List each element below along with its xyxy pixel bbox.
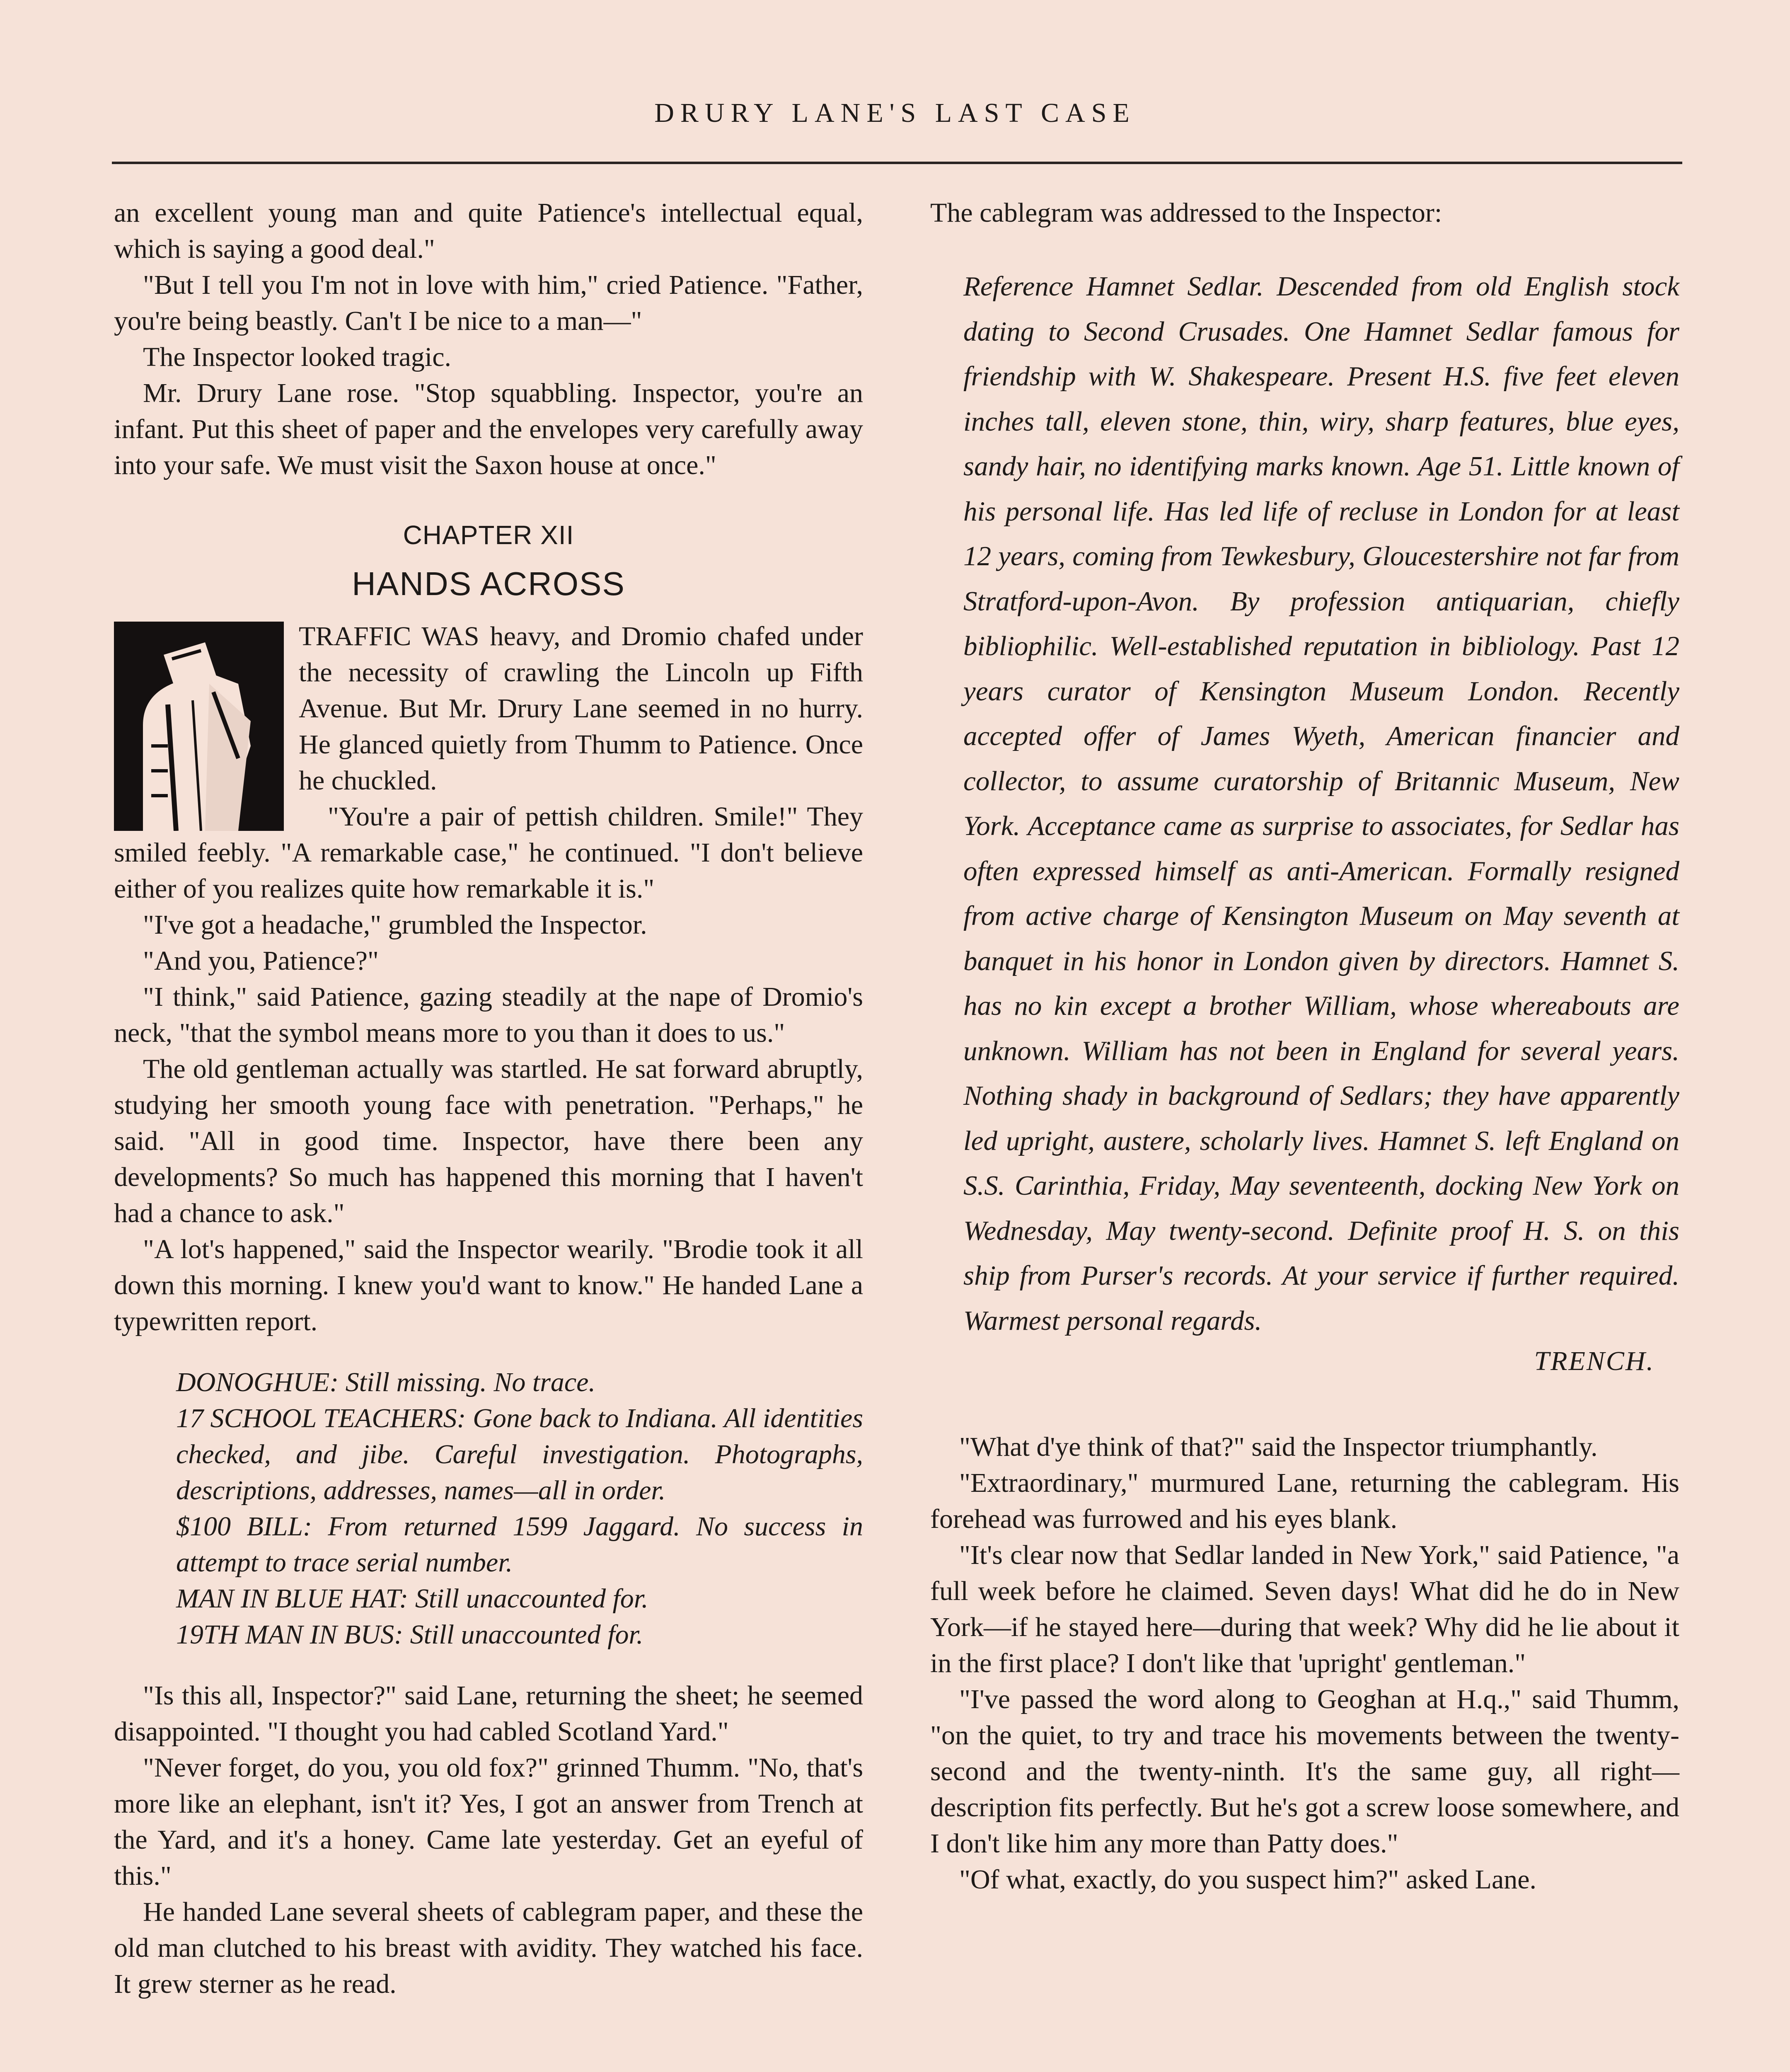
paragraph: The Inspector looked tragic. <box>143 342 452 372</box>
cablegram-intro: The cablegram was addressed to the Inspector: <box>930 198 1442 228</box>
paragraph: "Never forget, do you, you old fox?" grinned Thumm. "No, that's more like an elephant, isn't it? Yes, I got an answer from Trench at the Yard, and it's a honey. Came late yesterday. Get an eyeful of this." <box>114 1752 863 1891</box>
paragraph: "A lot's happened," said the Inspector wearily. "Brodie took it all down this morning. I knew you'd want to know." He handed Lane a typewritten report. <box>114 1234 863 1336</box>
report-line: 19TH MAN IN BUS: Still unaccounted for. <box>176 1619 643 1650</box>
header-rule <box>112 162 1682 164</box>
left-column <box>114 195 863 2002</box>
paragraph: "And you, Patience?" <box>143 946 379 976</box>
typewritten-report <box>114 1364 863 1653</box>
paragraph: "Is this all, Inspector?" said Lane, returning the sheet; he seemed disappointed. "I thought you had cabled Scotland Yard." <box>114 1680 863 1747</box>
paragraph: "I've passed the word along to Geoghan at H.q.," said Thumm, "on the quiet, to try and trace his movements between the twenty-second and the twenty-ninth. It's the same guy, all right—description fits perfectly. But he's got a screw loose somewhere, and I don't like him any more than Patty does." <box>930 1684 1679 1859</box>
paragraph: "I've got a headache," grumbled the Inspector. <box>143 910 647 940</box>
paragraph: "What d'ye think of that?" said the Inspector triumphantly. <box>959 1432 1598 1462</box>
cablegram-text: Reference Hamnet Sedlar. Descended from old English stock dating to Second Crusades. One Hamnet Sedlar famous for friendship with W. Shakespeare. Present H.S. five feet eleven inches tall, eleven stone, thin, wiry, sharp features, blue eyes, sandy hair, no identifying marks known. Age 51. Little known of his personal life. Has led life of recluse in London for at least 12 years, coming from Tewkesbury, Gloucestershire not far from Stratford-upon-Avon. By profession antiquarian, chiefly bibliophilic. Well-established reputation in bibliology. Past 12 years curator of Kensington Museum London. Recently accepted offer of James Wyeth, American financier and collector, to assume curatorship of Britannic Museum, New York. Acceptance came as surprise to associates, for Sedlar has often expressed himself as anti-American. Formally resigned from active charge of Kensington Museum on May seventh at banquet in his honor in London given by directors. Hamnet S. has no kin except a brother William, whose whereabouts are unknown. William has not been in England for several years. Nothing shady in background of Sedlars; they have apparently led upright, austere, scholarly lives. Hamnet S. left England on S.S. Carinthia, Friday, May seventeenth, docking New York on Wednesday, May twenty-second. Definite proof H. S. on this ship from Purser's records. At your service if further required. Warmest personal regards. <box>963 271 1679 1336</box>
report-line: $100 BILL: From returned 1599 Jaggard. No success in attempt to trace serial number. <box>176 1511 863 1578</box>
paragraph: The old gentleman actually was startled. He sat forward abruptly, studying her smooth young face with penetration. "Perhaps," he said. "All in good time. Inspector, have there been any developments? So much has happened this morning that I haven't had a chance to ask." <box>114 1054 863 1228</box>
paragraph: He handed Lane several sheets of cablegram paper, and these the old man clutched to his breast with avidity. They watched his face. It grew sterner as he read. <box>114 1897 863 1999</box>
paragraph: an excellent young man and quite Patience's intellectual equal, which is saying a good deal." <box>114 198 863 264</box>
drop-cap-illustration <box>114 622 284 831</box>
cablegram-signature: TRENCH. <box>1534 1346 1655 1376</box>
report-line: MAN IN BLUE HAT: Still unaccounted for. <box>176 1583 648 1614</box>
paragraph: Mr. Drury Lane rose. "Stop squabbling. Inspector, you're an infant. Put this sheet of paper and the envelopes very carefully away into your safe. We must visit the Saxon house at once." <box>114 378 863 480</box>
paragraph: "But I tell you I'm not in love with him," cried Patience. "Father, you're being beastly. Can't I be nice to a man—" <box>114 270 863 336</box>
chapter-number: CHAPTER XII <box>403 520 574 550</box>
paragraph: "Extraordinary," murmured Lane, returning the cablegram. His forehead was furrowed and his eyes blank. <box>930 1468 1679 1534</box>
running-head: DRURY LANE'S LAST CASE <box>654 98 1136 128</box>
report-line: 17 SCHOOL TEACHERS: Gone back to Indiana. All identities checked, and jibe. Careful investigation. Photographs, descriptions, addresses, names—all in order. <box>176 1403 863 1506</box>
chapter-title: HANDS ACROSS <box>352 565 625 602</box>
paragraph: "I think," said Patience, gazing steadily at the nape of Dromio's neck, "that the symbol means more to you than it does to us." <box>114 982 863 1048</box>
paragraph: "It's clear now that Sedlar landed in New York," said Patience, "a full week before he claimed. Seven days! What did he do in New York—if he stayed here—during that week? Why did he lie about it in the first place? I don't like that 'upright' gentleman." <box>930 1540 1679 1678</box>
report-line: DONOGHUE: Still missing. No trace. <box>176 1367 595 1397</box>
paragraph: "You're a pair of pettish children. Smile!" They smiled feebly. "A remarkable case," he continued. "I don't believe either of you realizes quite how remarkable it is." <box>114 801 863 904</box>
paragraph: TRAFFIC WAS heavy, and Dromio chafed under the necessity of crawling the Lincoln up Fifth Avenue. But Mr. Drury Lane seemed in no hurry. He glanced quietly from Thumm to Patience. Once he chuckled. <box>299 621 863 796</box>
right-column <box>930 195 1679 1898</box>
paragraph: "Of what, exactly, do you suspect him?" asked Lane. <box>959 1864 1537 1895</box>
